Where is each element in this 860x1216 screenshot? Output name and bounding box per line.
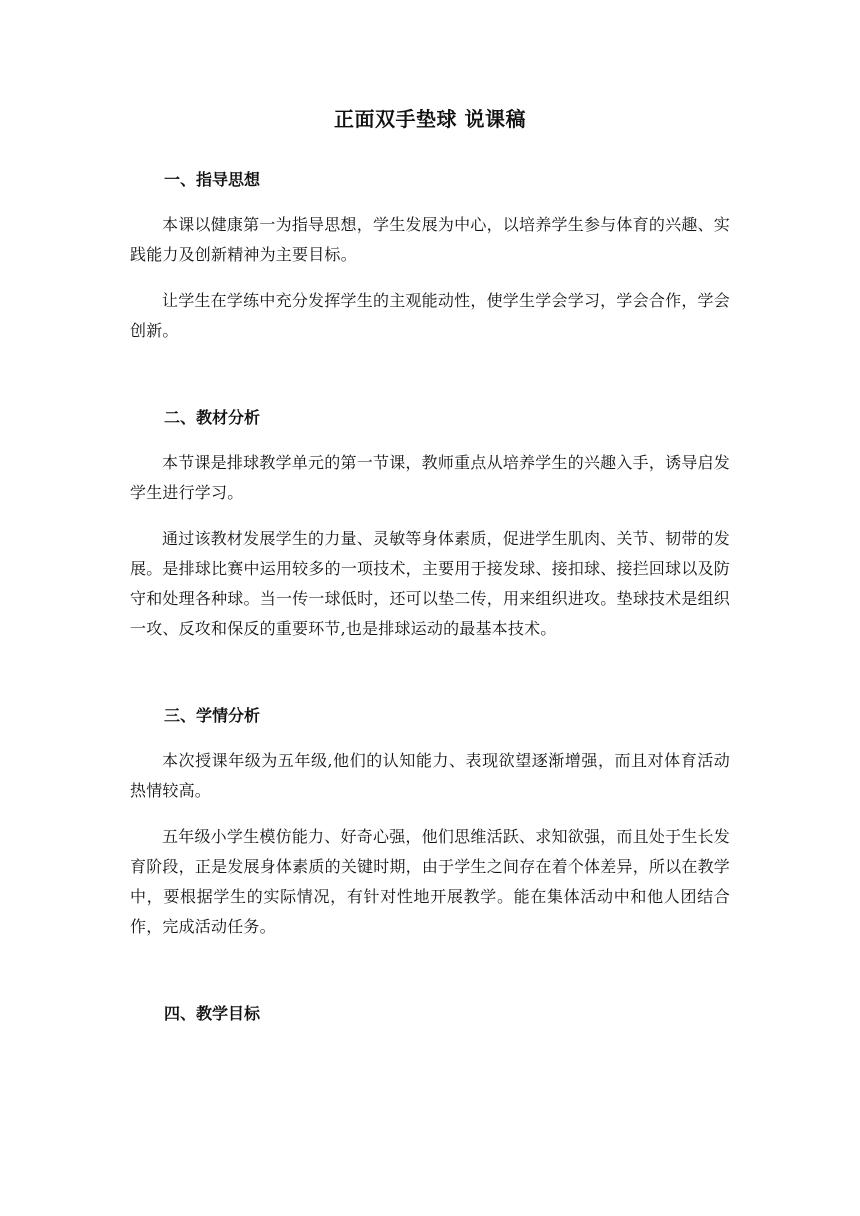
document-title: 正面双手垫球 说课稿 (334, 107, 526, 131)
section-teaching-goals (130, 1000, 730, 1028)
section-guiding-ideology (130, 166, 730, 346)
body-paragraph: 本课以健康第一为指导思想，学生发展为中心，以培养学生参与体育的兴趣、实践能力及创新精神为主要目标。 (130, 215, 730, 264)
section-student-analysis (130, 702, 730, 942)
section-heading: 三、学情分析 (164, 706, 261, 725)
body-paragraph: 让学生在学练中充分发挥学生的主观能动性，使学生学会学习，学会合作，学会创新。 (130, 291, 730, 340)
section-heading: 二、教材分析 (164, 408, 261, 427)
section-heading: 四、教学目标 (164, 1004, 261, 1023)
section-heading: 一、指导思想 (164, 170, 261, 189)
body-paragraph: 通过该教材发展学生的力量、灵敏等身体素质，促进学生肌肉、关节、韧带的发展。是排球比赛中运用较多的一项技术，主要用于接发球、接扣球、接拦回球以及防守和处理各种球。当一传一球低时，还可以垫二传，用来组织进攻。垫球技术是组织一攻、反攻和保反的重要环节,也是排球运动的最基本技术。 (130, 529, 730, 638)
body-paragraph: 本次授课年级为五年级,他们的认知能力、表现欲望逐渐增强，而且对体育活动热情较高。 (130, 751, 730, 800)
document-content (130, 100, 730, 1044)
body-paragraph: 五年级小学生模仿能力、好奇心强，他们思维活跃、求知欲强，而且处于生长发育阶段，正是发展身体素质的关键时期，由于学生之间存在着个体差异，所以在教学中，要根据学生的实际情况，有针对性地开展教学。能在集体活动中和他人团结合作，完成活动任务。 (130, 827, 730, 936)
section-textbook-analysis (130, 404, 730, 644)
body-paragraph: 本节课是排球教学单元的第一节课，教师重点从培养学生的兴趣入手，诱导启发学生进行学习。 (130, 453, 730, 502)
